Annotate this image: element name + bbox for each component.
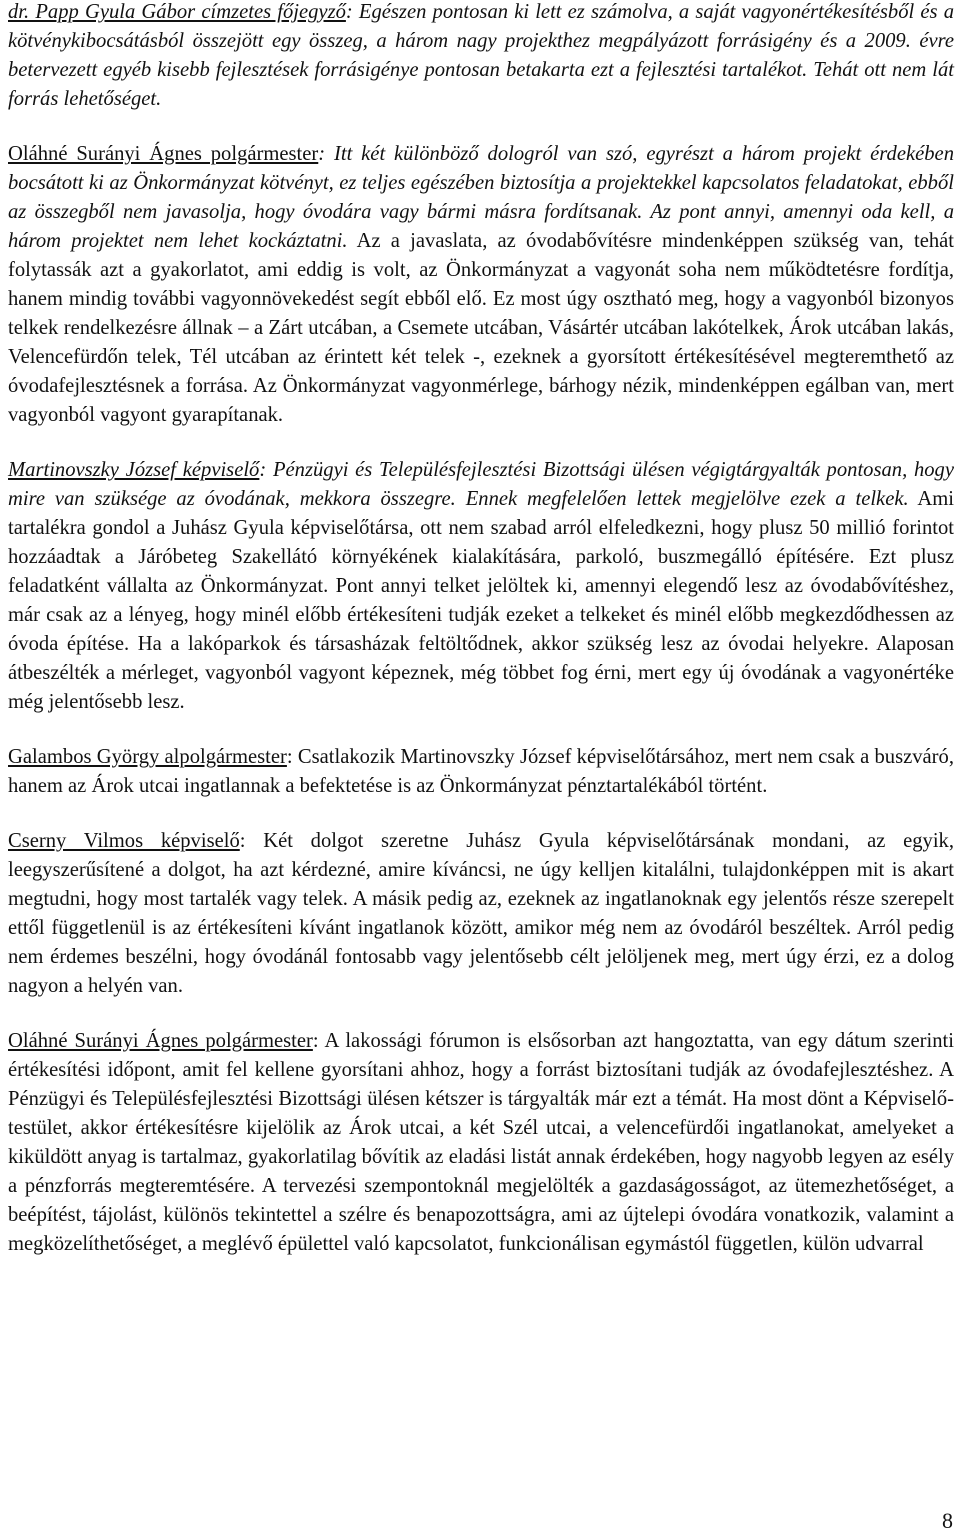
paragraph-text: : Két dolgot szeretne Juhász Gyula képviselőtársának mondani, az egyik, leegyszerűsítené a dolgot, ha azt kérdezné, amire kíváncsi, ne úgy kelljen kitalálni, tulajdonképpen mit is akart megtudni, hogy most tartalék vagy telek. A másik pedig az, ezeknek az ingatlanoknak egy jelentős része szerepelt ettől függetlenül is az értékesíteni kívánt ingatlanok között, amikor még nem az óvodáról beszéltek. Arról pedig nem érdemes beszélni, hogy óvodánál fontosabb vagy jelentősebb célt jelöljenek meg, mert úgy érzi, ez a dolog nagyon a helyén van. xyxy=(8,830,954,997)
speaker-name: dr. Papp Gyula Gábor címzetes főjegyző xyxy=(8,1,346,23)
paragraph xyxy=(8,140,954,430)
paragraph xyxy=(8,1027,954,1259)
speaker-name: Cserny Vilmos képviselő xyxy=(8,830,240,852)
paragraph xyxy=(8,456,954,717)
paragraph-text: : A lakossági fórumon is elsősorban azt hangoztatta, van egy dátum szerinti értékesítési időpont, amit fel kellene gyorsítani ahhoz, hogy a forrást biztosítani tudják az óvodafejlesztéshez. A Pénzügyi és Településfejlesztési Bizottsági ülésen kétszer is tárgyalták már ezt a témát. Ha most dönt a Képviselő-testület, akkor értékesítésre kijelölik az Árok utcai, a két Szél utcai, a velencefürdői ingatlanokat, amelyeket a kiküldött anyag is tartalmaz, gyakorlatilag bővítik az eladási listát annak érdekében, hogy nagyobb legyen az esély a pénzforrás megteremtésére. A tervezési szempontoknál megjelölték a gazdaságosságot, az ütemezhetőséget, a beépítést, tájolást, különös tekintettel a szélre és benapozottságra, ami az újtelepi óvodára vonatkozik, valamint a megközelíthetőséget, a meglévő épülettel való kapcsolatot, funkcionálisan egymástól független, külön udvarral xyxy=(8,1030,954,1255)
paragraph-text: : Pénzügyi és Településfejlesztési Bizottsági ülésen végigtárgyalták pontosan, hogy mire van szüksége az óvodának, mekkora összegre. xyxy=(8,459,954,510)
paragraph-text: : Csatlakozik Martinovszky József képviselőtársához, mert nem csak a buszváró, hanem az Árok utcai ingatlannak a befektetése is az Önkormányzat pénztartalékából történt. xyxy=(8,746,954,797)
document-page xyxy=(8,0,954,1285)
paragraph-text: Ennek megfelelően lettek megjelölve ezek a telkek. xyxy=(455,488,909,510)
paragraph-text: Ami tartalékra gondol a Juhász Gyula képviselőtársa, ott nem szabad arról elfeledkezni, hogy plusz 50 millió forintot hozzáadtak a Járóbeteg Szakellátó környékének kialakítására, parkoló, buszmegálló építésére. Ezt plusz feladatként vállalta az Önkormányzat. Pont annyi telket jelöltek ki, amennyi elegendő lesz az óvodabővítéshez, már csak az a lényeg, hogy minél előbb értékesíteni tudják ezeket a telkeket és minél előbb megkezdődhessen az óvoda építése. Ha a lakóparkok és társasházak feltöltődnek, akkor szükség lesz az óvodai helyekre. Alaposan átbeszélték a mérleget, vagyonból vagyont képeznek, még többet fog érni, mert egy új óvodának a vagyonértéke még jelentősebb lesz. xyxy=(8,488,955,713)
paragraph xyxy=(8,743,954,801)
paragraph-text: : Egészen pontosan ki lett ez számolva, a saját vagyonértékesítésből és a kötvénykibocsátásból összejött egy összeg, a három nagy projekthez megpályázott forrásigény és a 2009. évre betervezett egyéb kisebb fejlesztések forrásigénye pontosan betakarta ezt a fejlesztési tartalékot. Tehát ott nem lát forrás lehetőséget. xyxy=(8,1,954,110)
paragraph xyxy=(8,0,954,114)
speaker-name: Galambos György alpolgármester xyxy=(8,746,287,768)
speaker-name: Oláhné Surányi Ágnes polgármester xyxy=(8,1030,313,1052)
speaker-name: Oláhné Surányi Ágnes polgármester xyxy=(8,143,319,165)
page-number: 8 xyxy=(942,1508,953,1533)
paragraph-text: : Itt két különböző dologról van szó, egyrészt a három projekt érdekében bocsátott ki az Önkormányzat kötvényt, ez teljes egészében biztosítja a projektekkel kapcsolatos feladatokat, ebből az összegből nem javasolja, hogy óvodára vagy bármi másra fordítsanak. Az pont annyi, amennyi oda kell, a három projektet nem lehet kockáztatni. xyxy=(8,143,954,252)
paragraph-text: Az a javaslata, az óvodabővítésre mindenképpen szükség van, tehát folytassák azt a gyakorlatot, ami eddig is volt, az Önkormányzat a vagyonát soha nem működtetésre fordítja, hanem mindig további vagyonnövekedést segít ebből elő. Ez most úgy osztható meg, hogy a vagyonból bizonyos telkek rendelkezésre állnak – a Zárt utcában, a Csemete utcában, Vásártér utcában lakótelkek, Árok utcában lakás, Velencefürdőn telek, Tél utcában az érintett két telek -, ezeknek a gyorsított értékesítésével megteremthető az óvodafejlesztésnek a forrása. Az Önkormányzat vagyonmérlege, bárhogy nézik, mindenképpen egálban van, mert vagyonból vagyont gyarapítanak. xyxy=(8,230,954,426)
speaker-name: Martinovszky József képviselő xyxy=(8,459,260,481)
paragraph xyxy=(8,827,954,1001)
